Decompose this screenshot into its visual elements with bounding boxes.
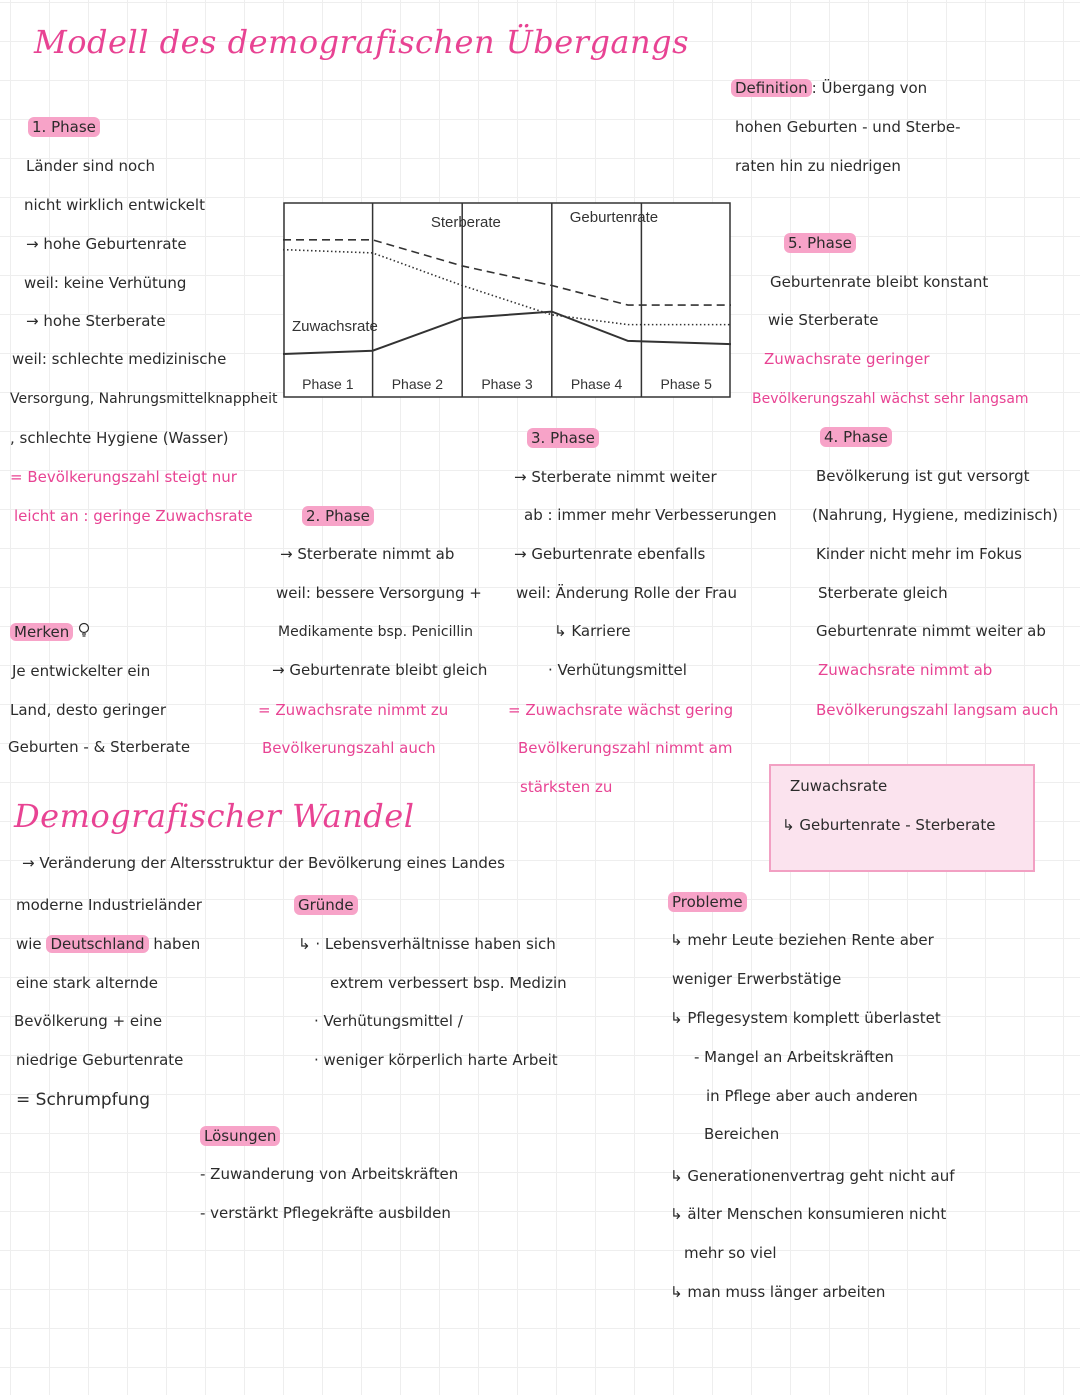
loesungen-heading: Lösungen xyxy=(200,1126,280,1146)
phase4-line: (Nahrung, Hygiene, medizinisch) xyxy=(812,506,1059,524)
merken-label: Merken xyxy=(10,623,73,641)
probleme-line: Bereichen xyxy=(704,1125,780,1143)
phase5-pink-line: Bevölkerungszahl wächst sehr langsam xyxy=(752,391,1029,407)
probleme-line: in Pflege aber auch anderen xyxy=(706,1087,918,1105)
phase4-line: Geburtenrate nimmt weiter ab xyxy=(816,622,1046,640)
box-line-2: ↳ Geburtenrate - Sterberate xyxy=(782,816,996,834)
phase1-line: → hohe Geburtenrate xyxy=(26,235,187,253)
wandel-word: haben xyxy=(153,935,201,953)
phase-tick-label: Phase 1 xyxy=(302,376,354,392)
gruende-line: · Verhütungsmittel / xyxy=(314,1012,463,1030)
definition-line-2: hohen Geburten - und Sterbe- xyxy=(735,118,961,136)
phase5-heading: 5. Phase xyxy=(784,233,856,253)
wandel-word: wie xyxy=(16,935,42,953)
probleme-line: ↳ man muss länger arbeiten xyxy=(670,1283,886,1301)
wandel-left-line: Bevölkerung + eine xyxy=(14,1012,163,1030)
probleme-heading: Probleme xyxy=(668,892,747,912)
phase1-line: Länder sind noch xyxy=(26,157,155,175)
phase5-line: wie Sterberate xyxy=(768,311,879,329)
phase1-line: weil: schlechte medizinische xyxy=(12,350,227,368)
phase4-line: Kinder nicht mehr im Fokus xyxy=(816,545,1022,563)
phase5-line: Geburtenrate bleibt konstant xyxy=(770,273,989,291)
phase2-line: Medikamente bsp. Penicillin xyxy=(278,624,474,640)
phase-tick-label: Phase 4 xyxy=(570,376,623,392)
page-title: Modell des demografischen Übergangs xyxy=(34,23,690,61)
phase4-line: Bevölkerung ist gut versorgt xyxy=(816,467,1030,485)
phase2-heading: 2. Phase xyxy=(302,506,374,526)
probleme-line: - Mangel an Arbeitskräften xyxy=(694,1048,894,1066)
phase1-line: Versorgung, Nahrungsmittelknappheit xyxy=(10,391,278,407)
gruende-line: extrem verbessert bsp. Medizin xyxy=(330,974,567,992)
phase-tick-label: Phase 3 xyxy=(481,376,533,392)
section-title-wandel: Demografischer Wandel xyxy=(14,797,415,835)
wandel-left-line: moderne Industrieländer xyxy=(16,896,202,914)
phase3-line: → Sterberate nimmt weiter xyxy=(514,468,717,486)
phase2-line: → Sterberate nimmt ab xyxy=(280,545,455,563)
phase1-line: weil: keine Verhütung xyxy=(24,274,187,292)
deutschland-highlight: Deutschland xyxy=(46,935,148,953)
phase3-heading: 3. Phase xyxy=(527,428,599,448)
phase2-line: → Geburtenrate bleibt gleich xyxy=(272,661,488,679)
phase3-line: weil: Änderung Rolle der Frau xyxy=(516,584,737,602)
phase3-line: · Verhütungsmittel xyxy=(548,661,687,679)
merken-line: Je entwickelter ein xyxy=(12,662,151,680)
phase3-pink-line: stärksten zu xyxy=(520,778,613,796)
merken-line: Geburten - & Sterberate xyxy=(8,738,191,756)
lightbulb-icon xyxy=(78,622,90,643)
phase-tick-label: Phase 5 xyxy=(660,376,712,392)
series-label: Geburtenrate xyxy=(569,208,659,226)
wandel-left-line: niedrige Geburtenrate xyxy=(16,1051,184,1069)
phase2-line: weil: bessere Versorgung + xyxy=(276,584,482,602)
probleme-line: ↳ mehr Leute beziehen Rente aber xyxy=(670,931,934,949)
phase1-pink-line: = Bevölkerungszahl steigt nur xyxy=(10,468,237,486)
phase3-line: ↳ Karriere xyxy=(554,622,631,640)
loesungen-line: - Zuwanderung von Arbeitskräften xyxy=(200,1165,459,1183)
definition-line-1 xyxy=(731,78,927,98)
probleme-line: ↳ älter Menschen konsumieren nicht xyxy=(670,1205,947,1223)
phase1-line: nicht wirklich entwickelt xyxy=(24,196,205,214)
wandel-left-line: eine stark alternde xyxy=(16,974,159,992)
phase3-pink-line: = Zuwachsrate wächst gering xyxy=(508,701,734,719)
gruende-line: · weniger körperlich harte Arbeit xyxy=(314,1051,558,1069)
demographic-transition-chart xyxy=(283,202,731,398)
phase4-heading: 4. Phase xyxy=(820,427,892,447)
phase3-pink-line: Bevölkerungszahl nimmt am xyxy=(518,739,733,757)
phase4-line: Sterberate gleich xyxy=(818,584,948,602)
series-label: Sterberate xyxy=(430,213,501,231)
phase3-line: → Geburtenrate ebenfalls xyxy=(514,545,706,563)
phase2-pink-line: Bevölkerungszahl auch xyxy=(262,739,436,757)
wandel-intro: → Veränderung der Altersstruktur der Bevölkerung eines Landes xyxy=(22,854,505,872)
phase1-pink-line: leicht an : geringe Zuwachsrate xyxy=(14,507,253,525)
phase-tick-label: Phase 2 xyxy=(391,376,444,392)
definition-label: Definition xyxy=(731,79,812,97)
gruende-line: ↳ · Lebensverhältnisse haben sich xyxy=(298,935,556,953)
phase5-pink-line: Zuwachsrate geringer xyxy=(764,350,930,368)
phase3-line: ab : immer mehr Verbesserungen xyxy=(524,506,777,524)
phase2-pink-line: = Zuwachsrate nimmt zu xyxy=(258,701,449,719)
box-line-1: Zuwachsrate xyxy=(790,777,888,795)
definition-text: : Übergang von xyxy=(811,79,928,97)
merken-line: Land, desto geringer xyxy=(10,701,167,719)
merken-heading xyxy=(10,622,90,643)
phase1-heading: 1. Phase xyxy=(28,117,100,137)
probleme-line: weniger Erwerbstätige xyxy=(672,970,842,988)
probleme-line: ↳ Generationenvertrag geht nicht auf xyxy=(670,1167,955,1185)
phase1-line: , schlechte Hygiene (Wasser) xyxy=(10,429,229,447)
probleme-line: ↳ Pflegesystem komplett überlastet xyxy=(670,1009,941,1027)
wandel-left-line xyxy=(16,934,200,954)
definition-line-3: raten hin zu niedrigen xyxy=(735,157,901,175)
phase4-pink-line: Bevölkerungszahl langsam auch xyxy=(816,701,1059,719)
series-label: Zuwachsrate xyxy=(291,318,378,336)
phase4-pink-line: Zuwachsrate nimmt ab xyxy=(818,661,993,679)
gruende-heading: Gründe xyxy=(294,895,358,915)
wandel-left-line: = Schrumpfung xyxy=(16,1090,150,1110)
probleme-line: mehr so viel xyxy=(684,1244,777,1262)
loesungen-line: - verstärkt Pflegekräfte ausbilden xyxy=(200,1204,451,1222)
phase1-line: → hohe Sterberate xyxy=(26,312,166,330)
